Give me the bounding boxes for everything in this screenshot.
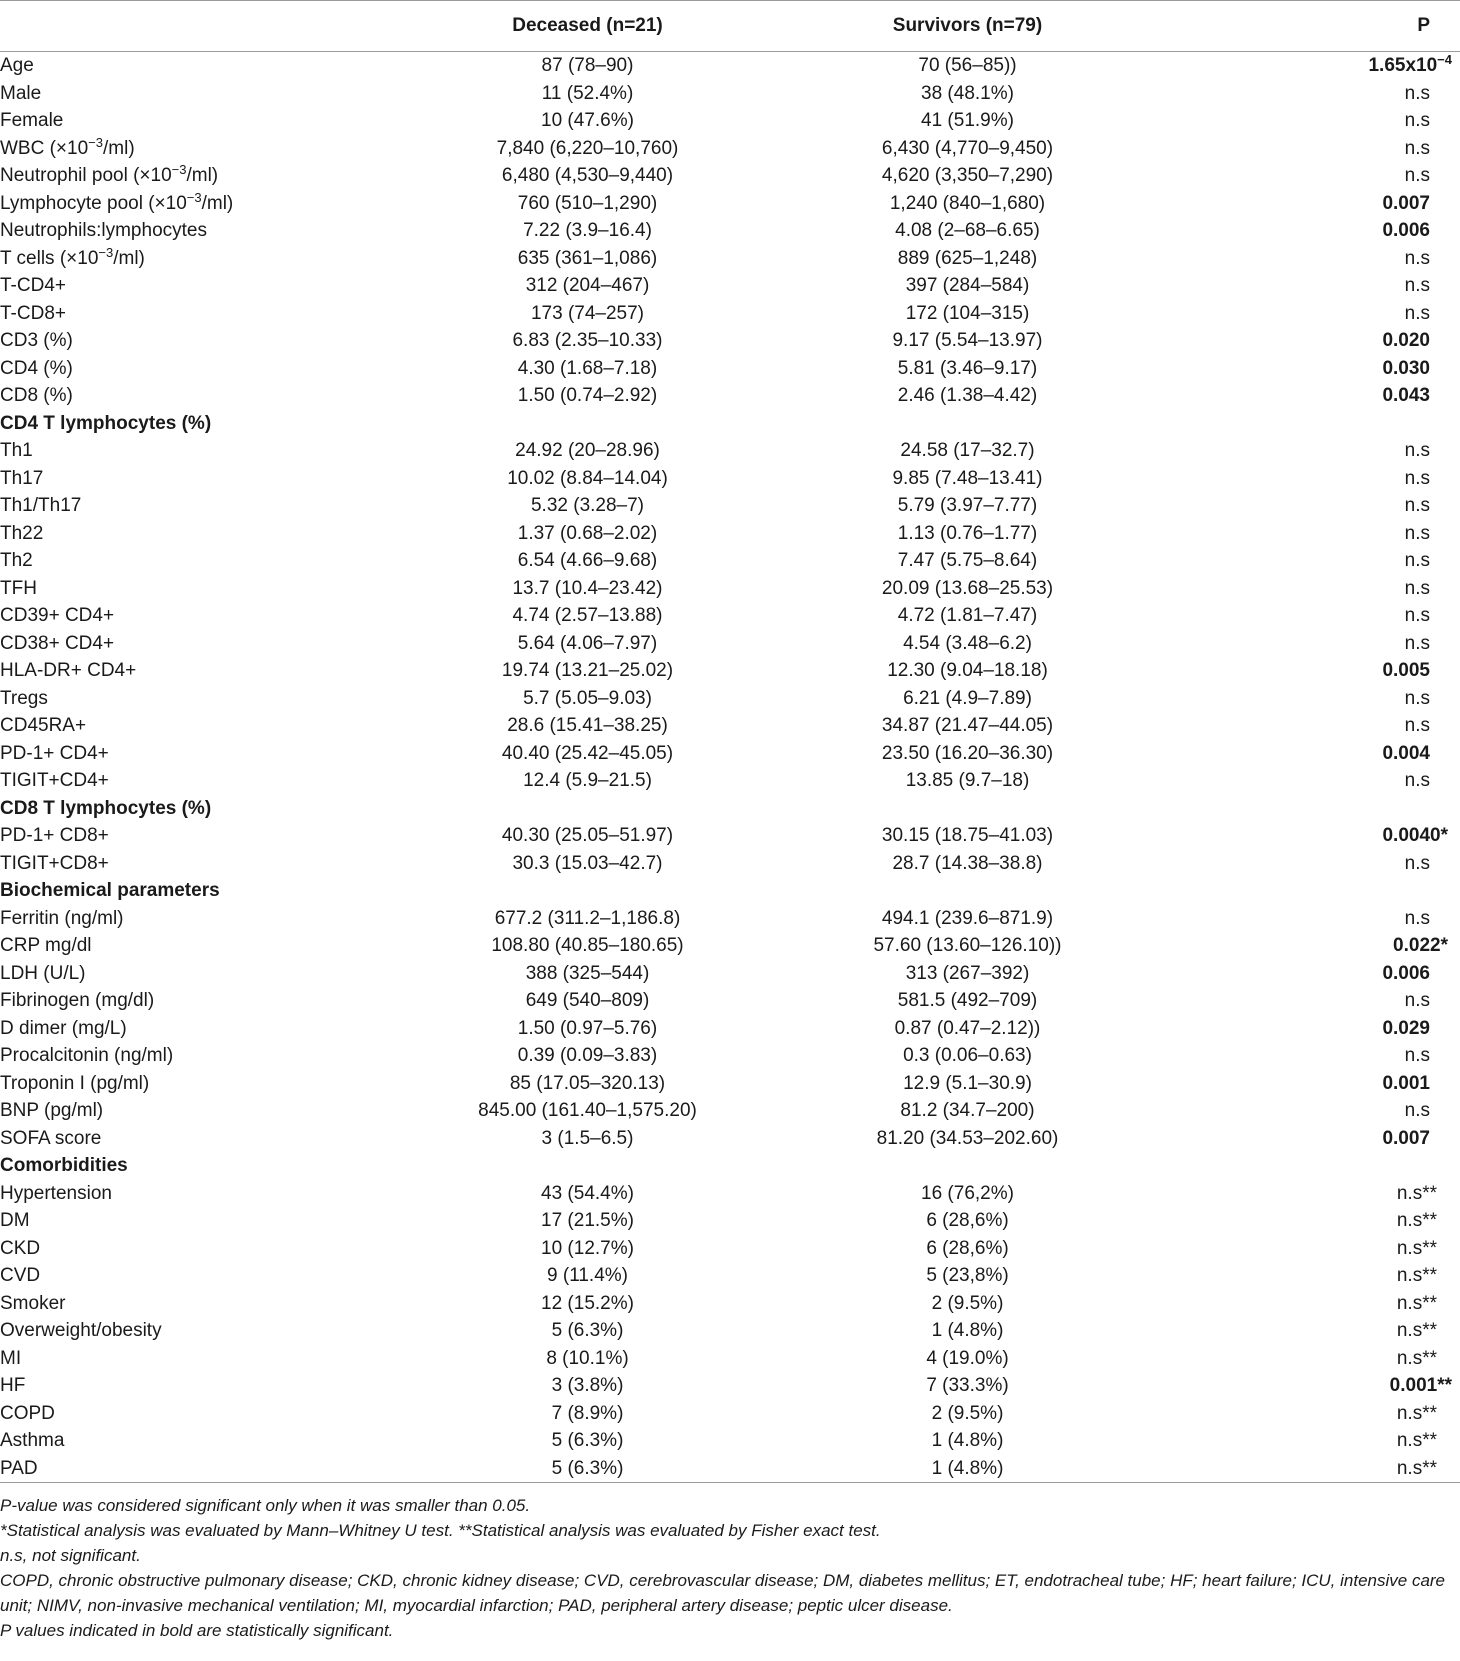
row-label: TFH bbox=[0, 577, 37, 599]
p-value-base: 1.65x10 bbox=[1368, 55, 1438, 76]
table-row bbox=[0, 712, 1460, 740]
survivors-value: 6 (28,6%) bbox=[926, 1210, 1009, 1231]
deceased-value: 635 (361–1,086) bbox=[517, 247, 658, 269]
p-value bbox=[1215, 52, 1460, 80]
table-row bbox=[0, 767, 1460, 795]
row-label: Th2 bbox=[0, 550, 33, 571]
table-row bbox=[0, 905, 1460, 933]
deceased-value: 10 (47.6%) bbox=[541, 110, 634, 131]
deceased-value: 7.22 (3.9–16.4) bbox=[523, 220, 652, 241]
row-label: Troponin I (pg/ml) bbox=[0, 1072, 150, 1094]
row-label-exponent: −3 bbox=[186, 189, 202, 205]
survivors-value: 4.08 (2–68–6.65) bbox=[895, 220, 1040, 241]
deceased-value: 3 (3.8%) bbox=[551, 1375, 624, 1396]
p-value: 0.006 bbox=[1382, 220, 1430, 241]
row-label-unit: /ml) bbox=[113, 247, 145, 269]
row-label: CD4 (%) bbox=[0, 357, 73, 379]
section-header-row bbox=[0, 410, 1460, 438]
deceased-value: 1.50 (0.97–5.76) bbox=[517, 1017, 658, 1039]
row-label: Fibrinogen (mg/dl) bbox=[0, 990, 155, 1011]
table-row bbox=[0, 1180, 1460, 1208]
header-deceased: Deceased (n=21) bbox=[455, 1, 720, 52]
survivors-value: 1 (4.8%) bbox=[931, 1320, 1004, 1341]
row-label: Ferritin (ng/ml) bbox=[0, 907, 124, 929]
survivors-value: 30.15 (18.75–41.03) bbox=[881, 825, 1054, 846]
survivors-value: 9.85 (7.48–13.41) bbox=[892, 467, 1043, 489]
row-label: Procalcitonin (ng/ml) bbox=[0, 1045, 174, 1066]
deceased-value: 4.74 (2.57–13.88) bbox=[512, 605, 663, 626]
survivors-value: 5.79 (3.97–7.77) bbox=[897, 495, 1038, 516]
row-label: D dimer (mg/L) bbox=[0, 1017, 127, 1039]
p-value: n.s** bbox=[1396, 1182, 1437, 1204]
survivors-value: 1,240 (840–1,680) bbox=[889, 192, 1046, 214]
deceased-value: 388 (325–544) bbox=[525, 962, 650, 984]
survivors-value: 34.87 (21.47–44.05) bbox=[881, 715, 1054, 736]
deceased-value: 6,480 (4,530–9,440) bbox=[501, 165, 674, 186]
row-label: CD39+ CD4+ bbox=[0, 605, 115, 626]
p-value: 0.007 bbox=[1382, 192, 1430, 214]
table-row bbox=[0, 1015, 1460, 1043]
deceased-value: 12.4 (5.9–21.5) bbox=[523, 770, 652, 791]
p-value: n.s bbox=[1404, 907, 1430, 929]
deceased-value: 8 (10.1%) bbox=[546, 1347, 629, 1369]
table-row bbox=[0, 740, 1460, 768]
table-row bbox=[0, 107, 1460, 135]
deceased-value: 19.74 (13.21–25.02) bbox=[501, 660, 674, 681]
deceased-value: 760 (510–1,290) bbox=[517, 192, 658, 214]
deceased-value: 6.54 (4.66–9.68) bbox=[517, 550, 658, 571]
row-label-text: Lymphocyte pool (×10 bbox=[0, 192, 187, 214]
row-label bbox=[0, 190, 455, 218]
row-label: SOFA score bbox=[0, 1127, 102, 1149]
survivors-value: 81.2 (34.7–200) bbox=[900, 1100, 1035, 1121]
header-row bbox=[0, 1, 1460, 52]
footnote: P values indicated in bold are statistically significant. bbox=[0, 1621, 394, 1640]
table-row bbox=[0, 630, 1460, 658]
row-label: BNP (pg/ml) bbox=[0, 1100, 104, 1121]
survivors-value: 12.9 (5.1–30.9) bbox=[903, 1072, 1032, 1094]
row-label bbox=[0, 162, 455, 190]
survivors-value: 494.1 (239.6–871.9) bbox=[881, 907, 1054, 929]
p-value: n.s bbox=[1404, 82, 1430, 104]
p-value: 0.001** bbox=[1389, 1375, 1452, 1396]
table-row bbox=[0, 547, 1460, 575]
p-value: n.s bbox=[1404, 165, 1430, 186]
p-value: n.s** bbox=[1396, 1265, 1437, 1286]
p-value: n.s bbox=[1404, 770, 1430, 791]
deceased-value: 1.50 (0.74–2.92) bbox=[517, 385, 658, 406]
row-label: PD-1+ CD4+ bbox=[0, 742, 109, 764]
p-value: n.s bbox=[1404, 495, 1430, 516]
survivors-value: 28.7 (14.38–38.8) bbox=[892, 852, 1043, 874]
table-footnotes bbox=[0, 1483, 1460, 1643]
deceased-value: 30.3 (15.03–42.7) bbox=[512, 852, 663, 874]
table-row bbox=[0, 1455, 1460, 1483]
table-row bbox=[0, 52, 1460, 80]
table-row bbox=[0, 575, 1460, 603]
table-row bbox=[0, 1097, 1460, 1125]
deceased-value: 12 (15.2%) bbox=[541, 1292, 634, 1314]
deceased-value: 6.83 (2.35–10.33) bbox=[512, 330, 663, 351]
p-value: 0.030 bbox=[1382, 357, 1430, 379]
deceased-value: 10.02 (8.84–14.04) bbox=[507, 467, 668, 489]
survivors-value: 70 (56–85)) bbox=[918, 55, 1017, 76]
p-value: n.s bbox=[1404, 275, 1430, 296]
row-label: Male bbox=[0, 82, 42, 104]
row-label-exponent: −3 bbox=[98, 244, 114, 260]
deceased-value: 108.80 (40.85–180.65) bbox=[491, 935, 684, 956]
p-value: n.s bbox=[1404, 577, 1430, 599]
p-value: 0.001 bbox=[1382, 1072, 1430, 1094]
survivors-value: 889 (625–1,248) bbox=[897, 247, 1038, 269]
table-row bbox=[0, 217, 1460, 245]
survivors-value: 172 (104–315) bbox=[905, 302, 1030, 324]
survivors-value: 41 (51.9%) bbox=[921, 110, 1014, 131]
p-value: n.s bbox=[1404, 687, 1430, 709]
p-value: n.s bbox=[1404, 467, 1430, 489]
row-label-text: WBC (×10 bbox=[0, 137, 89, 159]
row-label-text: T cells (×10 bbox=[0, 247, 99, 269]
table-row bbox=[0, 1070, 1460, 1098]
survivors-value: 5 (23,8%) bbox=[926, 1265, 1009, 1286]
row-label: LDH (U/L) bbox=[0, 962, 86, 984]
survivors-value: 4.54 (3.48–6.2) bbox=[903, 632, 1032, 654]
survivors-value: 313 (267–392) bbox=[905, 962, 1030, 984]
table-row bbox=[0, 1372, 1460, 1400]
p-value: n.s** bbox=[1215, 1455, 1460, 1483]
p-value: n.s bbox=[1404, 632, 1430, 654]
table-row bbox=[0, 1125, 1460, 1153]
survivors-value: 6,430 (4,770–9,450) bbox=[881, 137, 1054, 159]
survivors-value: 7 (33.3%) bbox=[926, 1375, 1009, 1396]
survivors-value: 4 (19.0%) bbox=[926, 1347, 1009, 1369]
row-label: Neutrophils:lymphocytes bbox=[0, 220, 207, 241]
row-label: CKD bbox=[0, 1237, 41, 1259]
table-row bbox=[0, 602, 1460, 630]
p-value: n.s bbox=[1404, 440, 1430, 461]
p-value: 0.0040* bbox=[1382, 825, 1448, 846]
table-row bbox=[0, 272, 1460, 300]
table-row bbox=[0, 1235, 1460, 1263]
table-row bbox=[0, 987, 1460, 1015]
p-value-exponent: −4 bbox=[1437, 52, 1452, 67]
deceased-value: 4.30 (1.68–7.18) bbox=[517, 357, 658, 379]
deceased-value: 24.92 (20–28.96) bbox=[515, 440, 660, 461]
table-row bbox=[0, 932, 1460, 960]
row-label: Female bbox=[0, 110, 64, 131]
table-row bbox=[0, 657, 1460, 685]
table-row bbox=[0, 327, 1460, 355]
row-label-exponent: −3 bbox=[171, 162, 187, 177]
p-value: n.s** bbox=[1396, 1237, 1437, 1259]
row-label: Th1 bbox=[0, 440, 33, 461]
deceased-value: 40.40 (25.42–45.05) bbox=[501, 742, 674, 764]
row-label: Th1/Th17 bbox=[0, 495, 82, 516]
section-label: Comorbidities bbox=[0, 1155, 128, 1176]
table-row bbox=[0, 190, 1460, 218]
row-label: COPD bbox=[0, 1402, 55, 1424]
deceased-value: 5.7 (5.05–9.03) bbox=[523, 687, 652, 709]
row-label: CVD bbox=[0, 1265, 41, 1286]
deceased-value: 5.32 (3.28–7) bbox=[530, 495, 645, 516]
table-row bbox=[0, 960, 1460, 988]
table-row bbox=[0, 162, 1460, 190]
table-row bbox=[0, 520, 1460, 548]
row-label: Smoker bbox=[0, 1292, 66, 1314]
p-value: n.s bbox=[1404, 522, 1430, 544]
deceased-value: 312 (204–467) bbox=[525, 275, 650, 296]
table-row bbox=[0, 1400, 1460, 1428]
deceased-value: 85 (17.05–320.13) bbox=[509, 1072, 666, 1094]
row-label: TIGIT+CD4+ bbox=[0, 770, 109, 791]
deceased-value: 11 (52.4%) bbox=[541, 82, 634, 104]
table-row bbox=[0, 300, 1460, 328]
survivors-value: 13.85 (9.7–18) bbox=[905, 770, 1030, 791]
row-label: HF bbox=[0, 1375, 26, 1396]
survivors-value: 6.21 (4.9–7.89) bbox=[903, 687, 1032, 709]
table-row bbox=[0, 1427, 1460, 1455]
table-row bbox=[0, 492, 1460, 520]
table-row bbox=[0, 135, 1460, 163]
row-label: MI bbox=[0, 1347, 22, 1369]
deceased-value: 1.37 (0.68–2.02) bbox=[517, 522, 658, 544]
row-label: PD-1+ CD8+ bbox=[0, 825, 109, 846]
deceased-value: 43 (54.4%) bbox=[541, 1182, 634, 1204]
p-value: n.s** bbox=[1396, 1430, 1437, 1451]
deceased-value: 5 (6.3%) bbox=[551, 1430, 624, 1451]
p-value: n.s bbox=[1404, 302, 1430, 324]
header-variable bbox=[0, 1, 455, 52]
survivors-value: 1.13 (0.76–1.77) bbox=[897, 522, 1038, 544]
header-survivors: Survivors (n=79) bbox=[720, 1, 1215, 52]
table-row bbox=[0, 685, 1460, 713]
deceased-value: 5.64 (4.06–7.97) bbox=[517, 632, 658, 654]
row-label-unit: /ml) bbox=[103, 137, 135, 159]
survivors-value: 2 (9.5%) bbox=[931, 1292, 1004, 1314]
p-value: n.s** bbox=[1396, 1292, 1437, 1314]
p-value: 0.005 bbox=[1382, 660, 1430, 681]
row-label: T-CD4+ bbox=[0, 275, 66, 296]
survivors-value: 57.60 (13.60–126.10)) bbox=[873, 935, 1062, 956]
table-row bbox=[0, 355, 1460, 383]
section-header-row bbox=[0, 795, 1460, 823]
row-label: CD38+ CD4+ bbox=[0, 632, 115, 654]
table-row bbox=[0, 1042, 1460, 1070]
table-row bbox=[0, 1317, 1460, 1345]
table-row bbox=[0, 822, 1460, 850]
survivors-value: 24.58 (17–32.7) bbox=[900, 440, 1035, 461]
deceased-value: 87 (78–90) bbox=[541, 55, 634, 76]
footnote: *Statistical analysis was evaluated by Mann–Whitney U test. **Statistical analysis was evaluated by Fisher exact test. bbox=[0, 1521, 881, 1540]
survivors-value: 397 (284–584) bbox=[905, 275, 1030, 296]
p-value: n.s bbox=[1404, 247, 1430, 269]
p-value: n.s bbox=[1404, 605, 1430, 626]
row-label: PAD bbox=[0, 1455, 455, 1483]
p-value: n.s** bbox=[1396, 1320, 1437, 1341]
row-label: CD8 (%) bbox=[0, 385, 73, 406]
survivors-value: 7.47 (5.75–8.64) bbox=[897, 550, 1038, 571]
table-row bbox=[0, 1290, 1460, 1318]
survivors-value: 581.5 (492–709) bbox=[897, 990, 1038, 1011]
table-row bbox=[0, 465, 1460, 493]
row-label: DM bbox=[0, 1210, 30, 1231]
deceased-value: 3 (1.5–6.5) bbox=[541, 1127, 634, 1149]
table-row bbox=[0, 850, 1460, 878]
survivors-value: 5.81 (3.46–9.17) bbox=[897, 357, 1038, 379]
table-row bbox=[0, 80, 1460, 108]
deceased-value: 10 (12.7%) bbox=[541, 1237, 634, 1259]
row-label: Hypertension bbox=[0, 1182, 112, 1204]
footnote: P-value was considered significant only when it was smaller than 0.05. bbox=[0, 1496, 531, 1515]
section-label: Biochemical parameters bbox=[0, 880, 220, 901]
survivors-value: 9.17 (5.54–13.97) bbox=[892, 330, 1043, 351]
p-value: n.s bbox=[1404, 550, 1430, 571]
p-value: n.s bbox=[1404, 137, 1430, 159]
p-value: n.s bbox=[1404, 990, 1430, 1011]
footnote: n.s, not significant. bbox=[0, 1546, 141, 1565]
survivors-value: 20.09 (13.68–25.53) bbox=[881, 577, 1054, 599]
row-label: TIGIT+CD8+ bbox=[0, 852, 109, 874]
table-row bbox=[0, 1207, 1460, 1235]
deceased-value: 7 (8.9%) bbox=[551, 1402, 624, 1424]
row-label: HLA-DR+ CD4+ bbox=[0, 660, 137, 681]
section-label: CD8 T lymphocytes (%) bbox=[0, 797, 212, 819]
p-value: n.s bbox=[1404, 1045, 1430, 1066]
deceased-value: 40.30 (25.05–51.97) bbox=[501, 825, 674, 846]
footnote: COPD, chronic obstructive pulmonary disease; CKD, chronic kidney disease; CVD, cerebrovascular disease; DM, diabetes mellitus; ET, endotracheal tube; HF; heart failure; ICU, intensive care unit; NIMV, non-invasive mechanical ventilation; MI, myocardial infarction; PAD, peripheral artery disease; peptic ulcer disease. bbox=[0, 1571, 1446, 1615]
section-header-row bbox=[0, 877, 1460, 905]
survivors-value: 23.50 (16.20–36.30) bbox=[881, 742, 1054, 764]
survivors-value: 2.46 (1.38–4.42) bbox=[897, 385, 1038, 406]
p-value: n.s bbox=[1404, 852, 1430, 874]
table-row bbox=[0, 1345, 1460, 1373]
deceased-value: 5 (6.3%) bbox=[455, 1455, 720, 1483]
deceased-value: 17 (21.5%) bbox=[541, 1210, 634, 1231]
survivors-value: 6 (28,6%) bbox=[926, 1237, 1009, 1259]
deceased-value: 9 (11.4%) bbox=[547, 1265, 628, 1286]
row-label: CRP mg/dl bbox=[0, 935, 92, 956]
deceased-value: 845.00 (161.40–1,575.20) bbox=[478, 1100, 697, 1121]
p-value: n.s** bbox=[1396, 1402, 1437, 1424]
survivors-value: 0.3 (0.06–0.63) bbox=[903, 1045, 1032, 1066]
row-label: Th17 bbox=[0, 467, 44, 489]
row-label: Age bbox=[0, 55, 34, 76]
table-row bbox=[0, 437, 1460, 465]
table-row bbox=[0, 382, 1460, 410]
p-value: n.s bbox=[1404, 1100, 1430, 1121]
deceased-value: 0.39 (0.09–3.83) bbox=[517, 1045, 658, 1066]
row-label: Asthma bbox=[0, 1430, 65, 1451]
row-label-unit: /ml) bbox=[186, 165, 219, 186]
row-label bbox=[0, 135, 455, 163]
row-label: CD3 (%) bbox=[0, 330, 73, 351]
row-label-text: Neutrophil pool (×10 bbox=[0, 165, 172, 186]
survivors-value: 0.87 (0.47–2.12)) bbox=[894, 1017, 1041, 1039]
p-value: 0.043 bbox=[1382, 385, 1430, 406]
table-row bbox=[0, 1262, 1460, 1290]
p-value: 0.029 bbox=[1382, 1017, 1430, 1039]
survivors-value: 4.72 (1.81–7.47) bbox=[897, 605, 1038, 626]
row-label: Overweight/obesity bbox=[0, 1320, 162, 1341]
p-value: 0.007 bbox=[1382, 1127, 1430, 1149]
p-value: 0.020 bbox=[1382, 330, 1430, 351]
row-label: T-CD8+ bbox=[0, 302, 66, 324]
survivors-value: 4,620 (3,350–7,290) bbox=[881, 165, 1054, 186]
row-label: Th22 bbox=[0, 522, 44, 544]
deceased-value: 5 (6.3%) bbox=[551, 1320, 624, 1341]
deceased-value: 28.6 (15.41–38.25) bbox=[507, 715, 668, 736]
section-header-row bbox=[0, 1152, 1460, 1180]
deceased-value: 649 (540–809) bbox=[525, 990, 650, 1011]
p-value: n.s** bbox=[1396, 1210, 1437, 1231]
survivors-value: 1 (4.8%) bbox=[931, 1430, 1004, 1451]
table-header bbox=[0, 1, 1460, 52]
deceased-value: 677.2 (311.2–1,186.8) bbox=[494, 907, 681, 929]
p-value: n.s bbox=[1404, 715, 1430, 736]
deceased-value: 13.7 (10.4–23.42) bbox=[512, 577, 663, 599]
survivors-value: 81.20 (34.53–202.60) bbox=[876, 1127, 1059, 1149]
section-label: CD4 T lymphocytes (%) bbox=[0, 412, 212, 434]
survivors-value: 1 (4.8%) bbox=[720, 1455, 1215, 1483]
row-label bbox=[0, 245, 455, 273]
p-value: n.s bbox=[1404, 110, 1430, 131]
survivors-value: 38 (48.1%) bbox=[921, 82, 1014, 104]
table-body bbox=[0, 52, 1460, 1483]
survivors-value: 12.30 (9.04–18.18) bbox=[887, 660, 1048, 681]
p-value: 0.006 bbox=[1382, 962, 1430, 984]
p-value: 0.004 bbox=[1382, 742, 1430, 764]
header-p-value: P bbox=[1215, 1, 1460, 52]
survivors-value: 16 (76,2%) bbox=[921, 1182, 1014, 1204]
p-value: 0.022* bbox=[1393, 935, 1448, 956]
row-label: Tregs bbox=[0, 687, 48, 709]
row-label-exponent: −3 bbox=[88, 134, 103, 150]
table-row bbox=[0, 245, 1460, 273]
deceased-value: 173 (74–257) bbox=[530, 302, 645, 324]
row-label: CD45RA+ bbox=[0, 715, 87, 736]
p-value: n.s** bbox=[1396, 1347, 1437, 1369]
row-label-unit: /ml) bbox=[201, 192, 234, 214]
deceased-value: 7,840 (6,220–10,760) bbox=[496, 137, 679, 159]
survivors-value: 2 (9.5%) bbox=[931, 1402, 1004, 1424]
